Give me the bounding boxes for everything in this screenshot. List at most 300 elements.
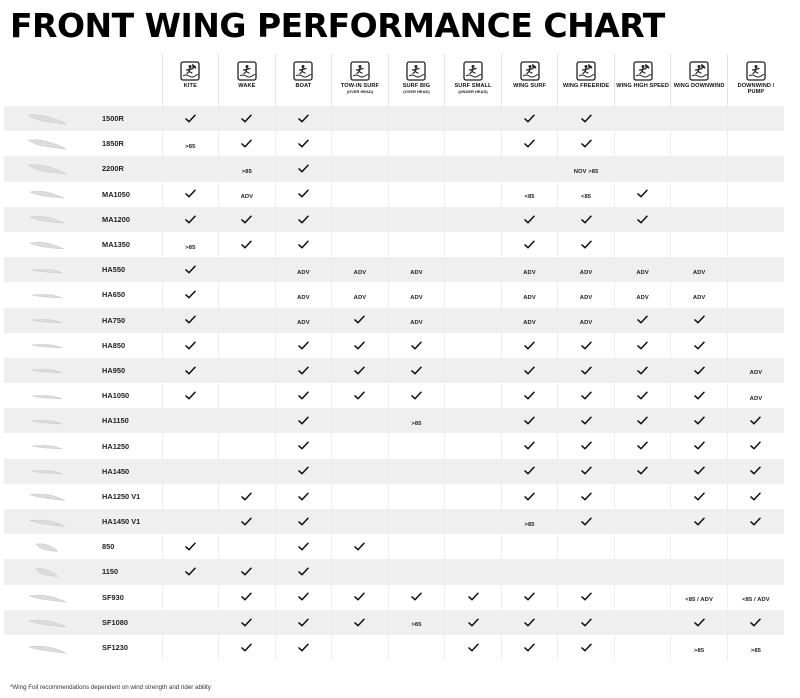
check-icon <box>581 114 592 123</box>
rating-cell <box>162 257 219 282</box>
wing-image-cell <box>4 383 98 408</box>
rating-cell <box>671 156 728 181</box>
rating-cell <box>275 484 332 509</box>
check-icon <box>637 189 648 198</box>
rating-note: >85 <box>411 622 422 629</box>
rating-cell <box>332 459 389 484</box>
check-icon <box>241 567 252 576</box>
check-icon <box>298 164 309 173</box>
rating-cell <box>332 232 389 257</box>
check-icon <box>581 416 592 425</box>
check-icon <box>298 492 309 501</box>
wing-model-name: HA1050 <box>98 383 162 408</box>
rating-cell <box>162 232 219 257</box>
check-icon <box>637 416 648 425</box>
rating-cell <box>558 459 615 484</box>
rating-cell <box>727 232 784 257</box>
rating-cell <box>162 156 219 181</box>
table-row <box>4 534 784 559</box>
rating-cell <box>671 484 728 509</box>
column-header-kite <box>162 54 219 106</box>
rating-cell <box>162 585 219 610</box>
rating-cell <box>445 182 502 207</box>
check-icon <box>581 215 592 224</box>
rating-cell <box>445 408 502 433</box>
check-icon <box>524 341 535 350</box>
rating-cell <box>558 182 615 207</box>
rating-note: ADV <box>692 269 706 276</box>
rating-cell <box>671 534 728 559</box>
rating-cell <box>501 534 558 559</box>
rating-cell <box>388 182 445 207</box>
rating-note: >85 <box>750 647 762 654</box>
check-icon <box>750 416 761 425</box>
rating-cell <box>388 484 445 509</box>
rating-cell <box>162 484 219 509</box>
table-row <box>4 383 784 408</box>
rating-cell <box>727 257 784 282</box>
rating-cell <box>219 282 276 307</box>
wing-model-name: SF1080 <box>98 610 162 635</box>
rating-cell <box>275 308 332 333</box>
rating-cell <box>219 383 276 408</box>
rating-cell <box>727 408 784 433</box>
wing-thumbnail <box>26 540 68 554</box>
table-row <box>4 358 784 383</box>
rating-cell <box>445 635 502 660</box>
wing-model-name: 1850R <box>98 131 162 156</box>
rating-cell <box>445 509 502 534</box>
rating-cell <box>501 232 558 257</box>
rating-cell <box>671 383 728 408</box>
rating-cell <box>501 433 558 458</box>
rating-cell <box>558 433 615 458</box>
wing-image-cell <box>4 484 98 509</box>
column-header-wingdown <box>671 54 728 106</box>
rating-cell <box>445 282 502 307</box>
rating-cell <box>388 635 445 660</box>
wing-model-name: MA1200 <box>98 207 162 232</box>
rating-cell <box>671 408 728 433</box>
rating-cell <box>727 207 784 232</box>
rating-cell <box>219 131 276 156</box>
column-header-downpump <box>727 54 784 106</box>
rating-cell <box>332 534 389 559</box>
rating-note: ADV <box>749 370 763 377</box>
rating-cell <box>671 257 728 282</box>
check-icon <box>581 643 592 652</box>
wing-image-cell <box>4 333 98 358</box>
rating-cell <box>445 156 502 181</box>
rating-cell <box>558 282 615 307</box>
rating-cell <box>275 182 332 207</box>
wing-thumbnail <box>26 464 68 478</box>
rating-cell <box>614 358 671 383</box>
rating-cell <box>614 635 671 660</box>
rating-cell <box>445 484 502 509</box>
rating-cell <box>332 106 389 131</box>
rating-cell <box>445 131 502 156</box>
rating-cell <box>501 282 558 307</box>
wing-thumbnail <box>26 212 68 226</box>
rating-cell <box>388 383 445 408</box>
check-icon <box>241 139 252 148</box>
wing-model-name: SF930 <box>98 585 162 610</box>
check-icon <box>581 139 592 148</box>
wing-model-name: HA1450 V1 <box>98 509 162 534</box>
rating-cell <box>388 257 445 282</box>
check-icon <box>524 114 535 123</box>
check-icon <box>185 290 196 299</box>
rating-cell <box>671 308 728 333</box>
rating-cell <box>614 610 671 635</box>
rating-cell <box>501 459 558 484</box>
rating-cell <box>162 282 219 307</box>
table-row <box>4 156 784 181</box>
rating-cell <box>332 585 389 610</box>
check-icon <box>581 391 592 400</box>
wing-thumbnail <box>26 615 68 629</box>
wing-image-cell <box>4 459 98 484</box>
rating-cell <box>445 308 502 333</box>
header-blank <box>98 54 162 106</box>
kite-icon <box>180 61 200 81</box>
check-icon <box>694 391 705 400</box>
wing-thumbnail <box>26 187 68 201</box>
check-icon <box>298 643 309 652</box>
rating-note: ADV <box>523 294 536 301</box>
wing-model-name: HA850 <box>98 333 162 358</box>
rating-cell <box>614 383 671 408</box>
check-icon <box>241 618 252 627</box>
rating-cell <box>558 408 615 433</box>
check-icon <box>637 391 648 400</box>
rating-note: ADV <box>636 294 649 301</box>
wing-image-cell <box>4 534 98 559</box>
rating-cell <box>332 333 389 358</box>
rating-cell <box>614 106 671 131</box>
rating-cell <box>558 106 615 131</box>
column-label: BOAT <box>295 83 312 89</box>
check-icon <box>694 517 705 526</box>
table-row <box>4 559 784 584</box>
rating-cell <box>558 484 615 509</box>
rating-cell <box>332 635 389 660</box>
wing-downwind-icon <box>689 61 709 81</box>
rating-cell <box>558 156 615 181</box>
rating-note: ADV <box>240 194 254 201</box>
rating-cell <box>162 534 219 559</box>
wing-image-cell <box>4 559 98 584</box>
wing-model-name: SF1230 <box>98 635 162 660</box>
wing-thumbnail <box>26 238 68 252</box>
rating-cell <box>332 559 389 584</box>
wing-model-name: HA650 <box>98 282 162 307</box>
rating-cell <box>388 308 445 333</box>
rating-cell <box>671 509 728 534</box>
table-row <box>4 282 784 307</box>
rating-cell <box>727 358 784 383</box>
check-icon <box>411 341 422 350</box>
wing-thumbnail <box>26 112 68 126</box>
rating-cell <box>501 559 558 584</box>
rating-cell <box>332 207 389 232</box>
column-header-wingfree <box>558 54 615 106</box>
rating-cell <box>219 232 276 257</box>
rating-cell <box>614 156 671 181</box>
wing-freeride-icon <box>576 61 596 81</box>
rating-cell <box>332 182 389 207</box>
rating-cell <box>501 484 558 509</box>
check-icon <box>298 416 309 425</box>
rating-cell <box>275 534 332 559</box>
rating-cell <box>219 635 276 660</box>
rating-cell <box>162 308 219 333</box>
rating-cell <box>671 433 728 458</box>
rating-cell <box>162 509 219 534</box>
rating-cell <box>501 610 558 635</box>
check-icon <box>524 592 535 601</box>
check-icon <box>354 592 365 601</box>
table-row <box>4 131 784 156</box>
check-icon <box>354 391 365 400</box>
check-icon <box>185 215 196 224</box>
wing-image-cell <box>4 106 98 131</box>
rating-cell <box>558 232 615 257</box>
column-header-wingsurf <box>501 54 558 106</box>
wing-thumbnail <box>26 162 68 176</box>
rating-cell <box>558 257 615 282</box>
rating-cell <box>727 308 784 333</box>
rating-cell <box>727 333 784 358</box>
rating-cell <box>558 383 615 408</box>
rating-cell <box>275 635 332 660</box>
wing-thumbnail <box>26 389 68 403</box>
check-icon <box>750 492 761 501</box>
check-icon <box>694 341 705 350</box>
wing-image-cell <box>4 282 98 307</box>
wing-model-name: HA550 <box>98 257 162 282</box>
wing-image-cell <box>4 182 98 207</box>
rating-note: ADV <box>297 269 310 276</box>
rating-cell <box>219 257 276 282</box>
rating-cell <box>727 534 784 559</box>
rating-cell <box>614 559 671 584</box>
rating-cell <box>558 635 615 660</box>
check-icon <box>298 366 309 375</box>
wing-thumbnail <box>26 313 68 327</box>
rating-cell <box>388 207 445 232</box>
check-icon <box>524 139 535 148</box>
rating-cell <box>162 358 219 383</box>
rating-cell <box>558 358 615 383</box>
rating-note: ADV <box>579 294 593 301</box>
check-icon <box>411 391 422 400</box>
rating-cell <box>558 610 615 635</box>
check-icon <box>581 466 592 475</box>
rating-cell <box>388 408 445 433</box>
rating-cell <box>445 459 502 484</box>
check-icon <box>354 618 365 627</box>
wing-model-name: HA1450 <box>98 459 162 484</box>
rating-cell <box>219 610 276 635</box>
rating-cell <box>614 333 671 358</box>
rating-cell <box>445 534 502 559</box>
rating-cell <box>501 383 558 408</box>
rating-cell <box>671 131 728 156</box>
check-icon <box>241 114 252 123</box>
rating-cell <box>332 509 389 534</box>
rating-cell <box>162 610 219 635</box>
rating-cell <box>558 308 615 333</box>
wing-image-cell <box>4 610 98 635</box>
rating-cell <box>388 232 445 257</box>
check-icon <box>298 341 309 350</box>
check-icon <box>694 618 705 627</box>
rating-cell <box>219 207 276 232</box>
check-icon <box>637 341 648 350</box>
rating-cell <box>671 358 728 383</box>
rating-cell <box>219 459 276 484</box>
check-icon <box>185 265 196 274</box>
tow-in-surf-icon <box>350 61 370 81</box>
check-icon <box>241 643 252 652</box>
wing-model-name: MA1050 <box>98 182 162 207</box>
rating-cell <box>275 282 332 307</box>
rating-cell <box>445 207 502 232</box>
rating-cell <box>501 509 558 534</box>
rating-note: <85 / ADV <box>685 597 713 604</box>
check-icon <box>524 643 535 652</box>
rating-cell <box>727 433 784 458</box>
wing-thumbnail <box>26 590 68 604</box>
wing-model-name: MA1350 <box>98 232 162 257</box>
wing-image-cell <box>4 131 98 156</box>
check-icon <box>298 567 309 576</box>
check-icon <box>694 492 705 501</box>
column-label: TOW-IN SURF <box>340 83 380 89</box>
table-row <box>4 610 784 635</box>
table-row <box>4 182 784 207</box>
rating-cell <box>727 459 784 484</box>
column-label: WING DOWNWIND <box>673 83 725 89</box>
rating-cell <box>727 182 784 207</box>
check-icon <box>750 441 761 450</box>
rating-cell <box>388 156 445 181</box>
rating-cell <box>671 232 728 257</box>
rating-cell <box>275 459 332 484</box>
wing-thumbnail <box>26 565 68 579</box>
rating-cell <box>219 358 276 383</box>
check-icon <box>298 215 309 224</box>
table-row <box>4 106 784 131</box>
rating-cell <box>671 333 728 358</box>
check-icon <box>298 114 309 123</box>
rating-cell <box>727 635 784 660</box>
rating-cell <box>727 509 784 534</box>
rating-cell <box>671 207 728 232</box>
rating-cell <box>614 509 671 534</box>
rating-cell <box>388 534 445 559</box>
check-icon <box>581 618 592 627</box>
table-row <box>4 207 784 232</box>
rating-cell <box>219 433 276 458</box>
rating-cell <box>671 559 728 584</box>
rating-cell <box>614 459 671 484</box>
wing-model-name: HA950 <box>98 358 162 383</box>
check-icon <box>750 466 761 475</box>
rating-cell <box>275 559 332 584</box>
rating-cell <box>219 509 276 534</box>
rating-cell <box>275 131 332 156</box>
wing-thumbnail <box>26 288 68 302</box>
check-icon <box>298 592 309 601</box>
rating-cell <box>445 585 502 610</box>
rating-cell <box>501 635 558 660</box>
rating-cell <box>388 509 445 534</box>
wing-thumbnail <box>26 338 68 352</box>
table-row <box>4 509 784 534</box>
rating-cell <box>614 534 671 559</box>
table-row <box>4 308 784 333</box>
rating-note: >85 <box>524 521 535 528</box>
rating-cell <box>275 232 332 257</box>
check-icon <box>185 315 196 324</box>
rating-cell <box>614 257 671 282</box>
wing-model-name: HA1250 <box>98 433 162 458</box>
rating-cell <box>614 232 671 257</box>
wing-image-cell <box>4 308 98 333</box>
check-icon <box>468 618 479 627</box>
check-icon <box>298 441 309 450</box>
rating-cell <box>162 635 219 660</box>
wing-thumbnail <box>26 414 68 428</box>
rating-cell <box>445 383 502 408</box>
rating-cell <box>275 156 332 181</box>
rating-cell <box>275 509 332 534</box>
table-row <box>4 459 784 484</box>
check-icon <box>185 341 196 350</box>
wing-image-cell <box>4 408 98 433</box>
rating-cell <box>275 106 332 131</box>
rating-cell <box>332 484 389 509</box>
rating-note: ADV <box>297 320 310 327</box>
check-icon <box>694 315 705 324</box>
check-icon <box>241 215 252 224</box>
check-icon <box>185 366 196 375</box>
wing-thumbnail <box>26 263 68 277</box>
rating-cell <box>558 509 615 534</box>
rating-cell <box>614 282 671 307</box>
rating-cell <box>162 433 219 458</box>
rating-cell <box>162 383 219 408</box>
rating-note: ADV <box>410 320 423 327</box>
rating-cell <box>388 282 445 307</box>
column-label: WING FREERIDE <box>562 83 610 89</box>
rating-cell <box>332 383 389 408</box>
table-body <box>4 106 784 660</box>
rating-cell <box>445 358 502 383</box>
column-header-winghigh <box>614 54 671 106</box>
table-row <box>4 408 784 433</box>
check-icon <box>637 215 648 224</box>
rating-cell <box>275 358 332 383</box>
rating-note: <85 <box>580 194 592 201</box>
check-icon <box>524 492 535 501</box>
rating-cell <box>558 131 615 156</box>
wing-image-cell <box>4 156 98 181</box>
check-icon <box>298 240 309 249</box>
